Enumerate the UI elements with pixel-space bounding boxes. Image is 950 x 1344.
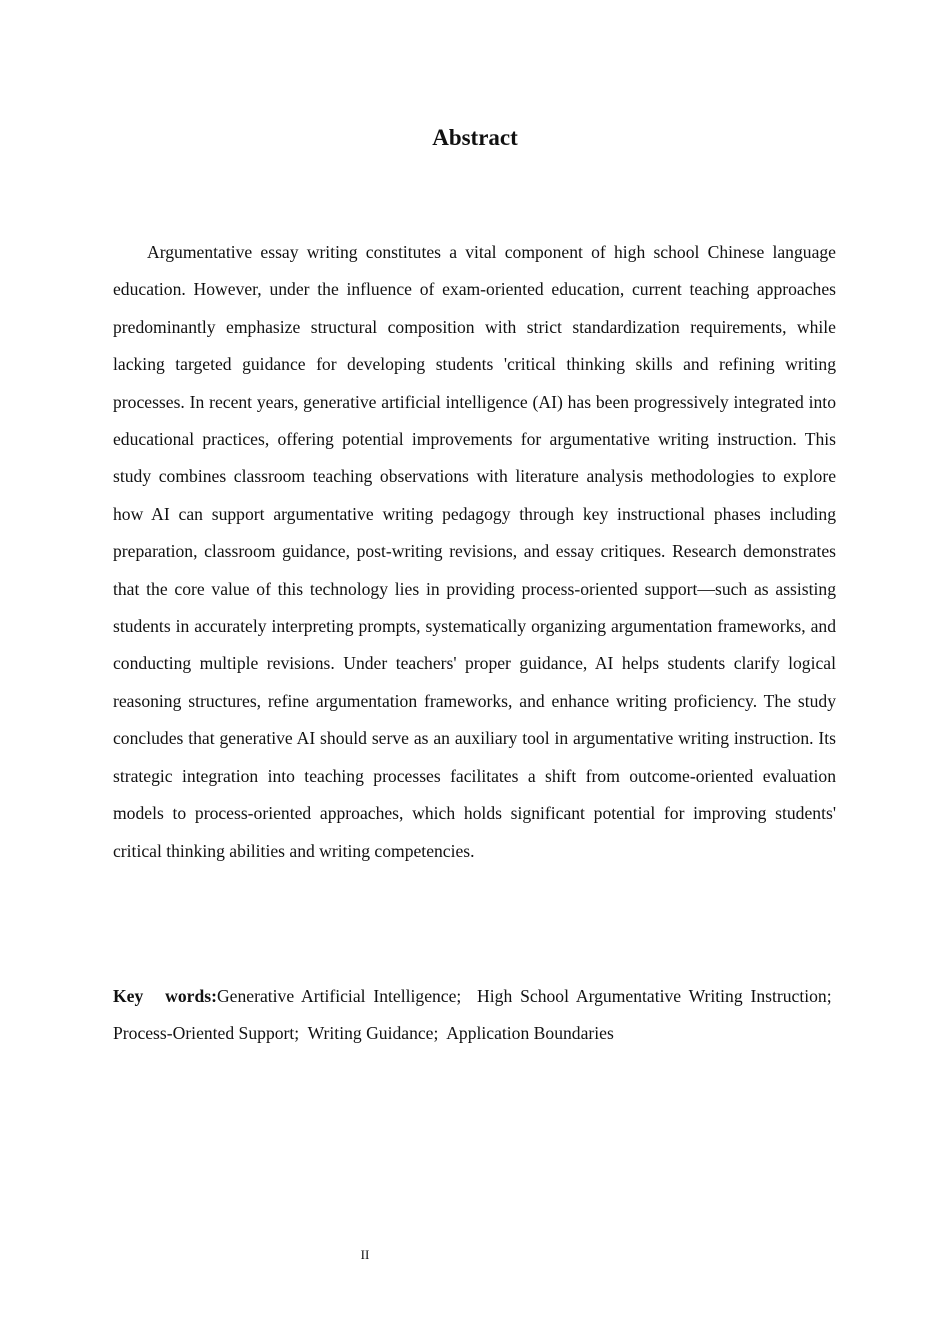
keywords-label: Key words: — [113, 986, 217, 1006]
keyword-item: Generative Artificial Intelligence; — [216, 986, 462, 1006]
keywords-section — [113, 978, 836, 1053]
abstract-body: Argumentative essay writing constitutes a vital component of high school Chinese language education. However, under the influence of exam-oriented education, current teaching approaches predominantly emphasize structural composition with strict standardization requirements, while lacking targeted guidance for developing students 'critical thinking skills and refining writing processes. In recent years, generative artificial intelligence (AI) has been progressively integrated into educational practices, offering potential improvements for argumentative writing instruction. This study combines classroom teaching observations with literature analysis methodologies to explore how AI can support argumentative writing pedagogy through key instructional phases including preparation, classroom guidance, post-writing revisions, and essay critiques. Research demonstrates that the core value of this technology lies in providing process-oriented support—such as assisting students in accurately interpreting prompts, systematically organizing argumentation frameworks, and conducting multiple revisions. Under teachers' proper guidance, AI helps students clarify logical reasoning structures, refine argumentation frameworks, and enhance writing proficiency. The study concludes that generative AI should serve as an auxiliary tool in argumentative writing instruction. Its strategic integration into teaching processes facilitates a shift from outcome-oriented evaluation models to process-oriented approaches, which holds significant potential for improving students' critical thinking abilities and writing competencies. — [113, 242, 836, 861]
keyword-item: Writing Guidance; — [307, 1023, 439, 1044]
keyword-item: Process-Oriented Support; — [113, 1023, 300, 1044]
page-number: II — [360, 1247, 370, 1262]
keyword-item: Application Boundaries — [446, 1023, 614, 1044]
abstract-title: Abstract — [432, 125, 518, 150]
keyword-item: High School Argumentative Writing Instruction; — [477, 986, 832, 1006]
